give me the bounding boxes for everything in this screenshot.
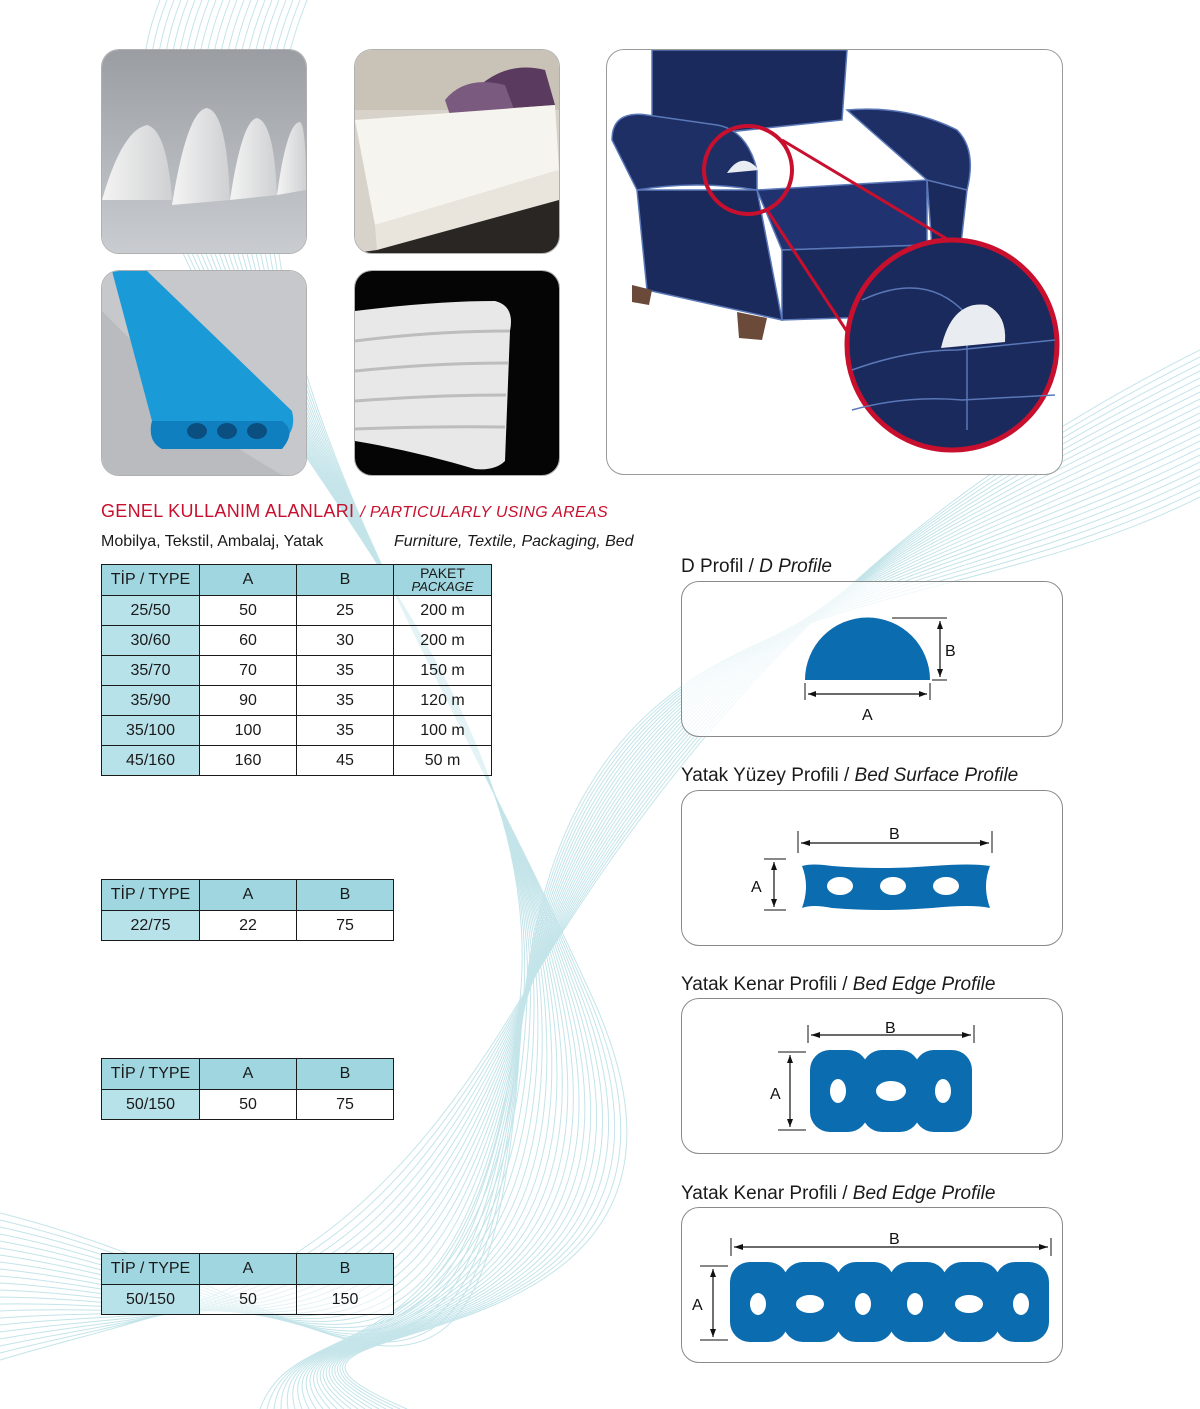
- dim-label-a: A: [770, 1086, 781, 1103]
- profile-diagram-bed-edge-2: [681, 1207, 1063, 1363]
- header-type: TİP / TYPE: [102, 1059, 200, 1090]
- profile-title-tr: Yatak Kenar Profili /: [681, 1183, 848, 1204]
- dim-label-a: A: [692, 1297, 703, 1314]
- dim-label-b: B: [889, 1231, 900, 1248]
- profile-title-tr: Yatak Yüzey Profili /: [681, 765, 850, 786]
- cell-a: 160: [200, 746, 297, 776]
- cell-package: 150 m: [394, 656, 492, 686]
- header-a: A: [200, 1059, 297, 1090]
- dim-label-b: B: [889, 826, 900, 843]
- table-row: [102, 1285, 394, 1315]
- cell-type: 45/160: [102, 746, 200, 776]
- cell-a: 90: [200, 686, 297, 716]
- cell-b: 35: [297, 686, 394, 716]
- header-b: B: [297, 880, 394, 911]
- cell-a: 50: [200, 596, 297, 626]
- cell-a: 60: [200, 626, 297, 656]
- spec-table-d-profile: [101, 564, 492, 776]
- usage-heading-en: / PARTICULARLY USING AREAS: [360, 504, 608, 521]
- table-row: [102, 626, 492, 656]
- cell-a: 22: [200, 911, 297, 941]
- table-row: [102, 656, 492, 686]
- table-row: [102, 911, 394, 941]
- mattress-photo: [354, 49, 560, 254]
- cell-b: 75: [297, 911, 394, 941]
- cell-b: 45: [297, 746, 394, 776]
- table-row: [102, 716, 492, 746]
- header-type: TİP / TYPE: [102, 880, 200, 911]
- table-row: [102, 596, 492, 626]
- dim-label-b: B: [885, 1020, 896, 1037]
- profile-title-en: Bed Edge Profile: [852, 974, 996, 995]
- bed-edge-wide-shape: [730, 1262, 1049, 1342]
- blue-profile-photo: [101, 270, 307, 476]
- header-package-tr: PAKET: [420, 565, 465, 581]
- header-b: B: [297, 1254, 394, 1285]
- cell-a: 50: [200, 1285, 297, 1315]
- cell-b: 150: [297, 1285, 394, 1315]
- cell-type: 35/100: [102, 716, 200, 746]
- d-profile-shape: [805, 618, 930, 681]
- header-b: B: [297, 1059, 394, 1090]
- cell-package: 200 m: [394, 626, 492, 656]
- white-profile-stack-photo: [354, 270, 560, 476]
- header-type: TİP / TYPE: [102, 1254, 200, 1285]
- profile-title-bed-edge-1: [681, 974, 995, 996]
- cell-type: 30/60: [102, 626, 200, 656]
- table-row: [102, 1090, 394, 1120]
- profile-diagram-d: [681, 581, 1063, 737]
- profile-title-tr: D Profil /: [681, 556, 754, 577]
- cell-b: 35: [297, 656, 394, 686]
- profile-title-tr: Yatak Kenar Profili /: [681, 974, 848, 995]
- table-row: [102, 686, 492, 716]
- cell-a: 100: [200, 716, 297, 746]
- spec-table-bed-surface: [101, 879, 394, 941]
- cell-b: 30: [297, 626, 394, 656]
- header-package: [394, 565, 492, 596]
- armchair-illustration: [606, 49, 1063, 475]
- profile-title-d: [681, 556, 832, 578]
- cell-type: 25/50: [102, 596, 200, 626]
- cell-b: 75: [297, 1090, 394, 1120]
- cell-type: 35/70: [102, 656, 200, 686]
- cell-b: 35: [297, 716, 394, 746]
- cell-type: 35/90: [102, 686, 200, 716]
- usage-heading-tr: GENEL KULLANIM ALANLARI: [101, 501, 355, 521]
- cell-a: 50: [200, 1090, 297, 1120]
- usage-list-en: Furniture, Textile, Packaging, Bed: [394, 533, 634, 550]
- table-header-row: [102, 565, 492, 596]
- header-a: A: [200, 565, 297, 596]
- header-package-en: PACKAGE: [411, 579, 474, 594]
- cell-type: 22/75: [102, 911, 200, 941]
- profile-title-en: Bed Surface Profile: [854, 765, 1019, 786]
- spec-table-bed-edge-2: [101, 1253, 394, 1315]
- dim-label-a: A: [862, 707, 873, 724]
- header-b: B: [297, 565, 394, 596]
- usage-heading: [101, 501, 608, 522]
- cell-b: 25: [297, 596, 394, 626]
- profile-diagram-bed-surface: [681, 790, 1063, 946]
- header-a: A: [200, 1254, 297, 1285]
- profile-title-en: D Profile: [759, 556, 832, 577]
- profile-title-en: Bed Edge Profile: [852, 1183, 996, 1204]
- dim-label-a: A: [751, 879, 762, 896]
- profile-title-bed-edge-2: [681, 1183, 995, 1205]
- spec-table-bed-edge-1: [101, 1058, 394, 1120]
- table-header-row: [102, 1254, 394, 1285]
- profile-diagram-bed-edge-1: [681, 998, 1063, 1154]
- cell-a: 70: [200, 656, 297, 686]
- dim-label-b: B: [945, 643, 956, 660]
- cell-package: 50 m: [394, 746, 492, 776]
- cell-type: 50/150: [102, 1285, 200, 1315]
- table-header-row: [102, 1059, 394, 1090]
- cell-package: 100 m: [394, 716, 492, 746]
- cell-package: 120 m: [394, 686, 492, 716]
- profile-title-bed-surface: [681, 765, 1018, 787]
- table-header-row: [102, 880, 394, 911]
- cell-type: 50/150: [102, 1090, 200, 1120]
- usage-list-tr: Mobilya, Tekstil, Ambalaj, Yatak: [101, 533, 324, 550]
- header-a: A: [200, 880, 297, 911]
- table-row: [102, 746, 492, 776]
- d-profile-strips-photo: [101, 49, 307, 254]
- header-type: TİP / TYPE: [102, 565, 200, 596]
- cell-package: 200 m: [394, 596, 492, 626]
